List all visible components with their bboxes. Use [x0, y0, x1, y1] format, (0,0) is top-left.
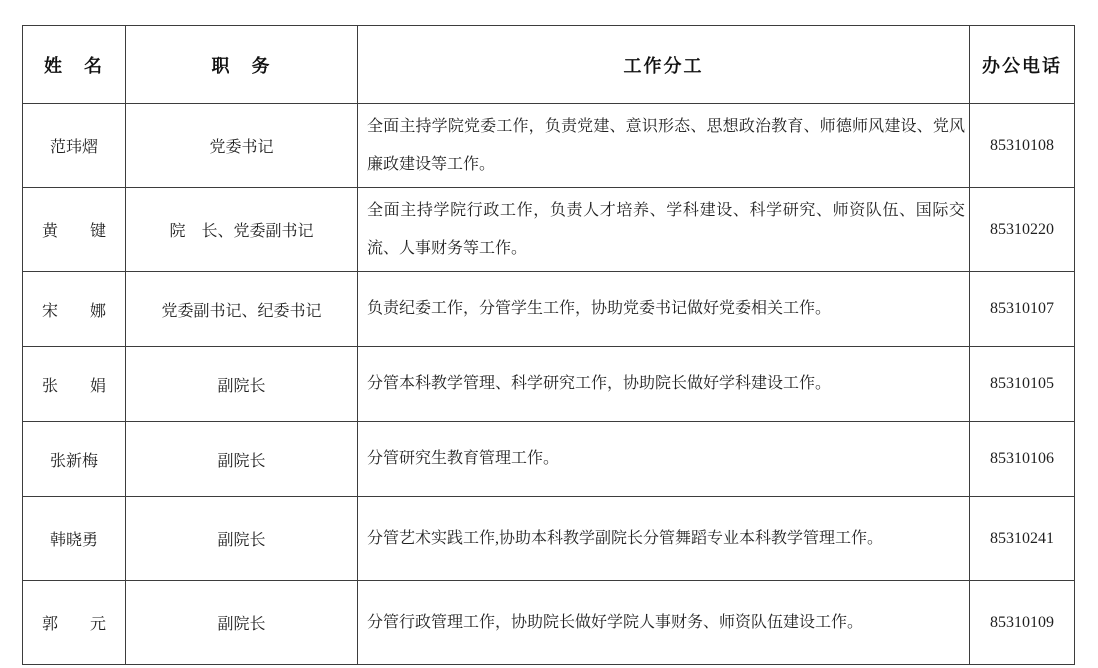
cell-title: 副院长	[126, 347, 358, 422]
cell-duty: 分管本科教学管理、科学研究工作，协助院长做好学科建设工作。	[358, 347, 970, 422]
table-row	[23, 497, 1075, 581]
cell-title: 副院长	[126, 497, 358, 581]
table-header	[23, 26, 1075, 104]
cell-duty: 全面主持学院党委工作，负责党建、意识形态、思想政治教育、师德师风建设、党风廉政建设等工作。	[358, 104, 970, 188]
table-row	[23, 347, 1075, 422]
cell-title: 副院长	[126, 422, 358, 497]
cell-name: 宋 娜	[23, 272, 126, 347]
cell-duty: 全面主持学院行政工作，负责人才培养、学科建设、科学研究、师资队伍、国际交流、人事财务等工作。	[358, 188, 970, 272]
cell-name: 黄 键	[23, 188, 126, 272]
cell-name: 范玮熠	[23, 104, 126, 188]
cell-title: 党委书记	[126, 104, 358, 188]
header-name: 姓 名	[23, 26, 126, 104]
table-row	[23, 272, 1075, 347]
cell-duty: 分管研究生教育管理工作。	[358, 422, 970, 497]
cell-name: 张 娟	[23, 347, 126, 422]
cell-name: 郭 元	[23, 581, 126, 665]
table-row	[23, 104, 1075, 188]
cell-phone: 85310220	[970, 188, 1075, 272]
table-row	[23, 581, 1075, 665]
cell-phone: 85310108	[970, 104, 1075, 188]
cell-phone: 85310106	[970, 422, 1075, 497]
header-row	[23, 26, 1075, 104]
cell-phone: 85310109	[970, 581, 1075, 665]
header-phone: 办公电话	[970, 26, 1075, 104]
cell-duty: 分管行政管理工作，协助院长做好学院人事财务、师资队伍建设工作。	[358, 581, 970, 665]
cell-phone: 85310241	[970, 497, 1075, 581]
cell-title: 院 长、党委副书记	[126, 188, 358, 272]
cell-phone: 85310107	[970, 272, 1075, 347]
cell-name: 韩晓勇	[23, 497, 126, 581]
table-row	[23, 422, 1075, 497]
cell-duty: 负责纪委工作，分管学生工作，协助党委书记做好党委相关工作。	[358, 272, 970, 347]
leadership-table	[22, 25, 1075, 665]
header-title: 职 务	[126, 26, 358, 104]
table-body	[23, 104, 1075, 665]
cell-name: 张新梅	[23, 422, 126, 497]
cell-title: 副院长	[126, 581, 358, 665]
table-row	[23, 188, 1075, 272]
cell-duty: 分管艺术实践工作,协助本科教学副院长分管舞蹈专业本科教学管理工作。	[358, 497, 970, 581]
header-duty: 工作分工	[358, 26, 970, 104]
cell-phone: 85310105	[970, 347, 1075, 422]
cell-title: 党委副书记、纪委书记	[126, 272, 358, 347]
